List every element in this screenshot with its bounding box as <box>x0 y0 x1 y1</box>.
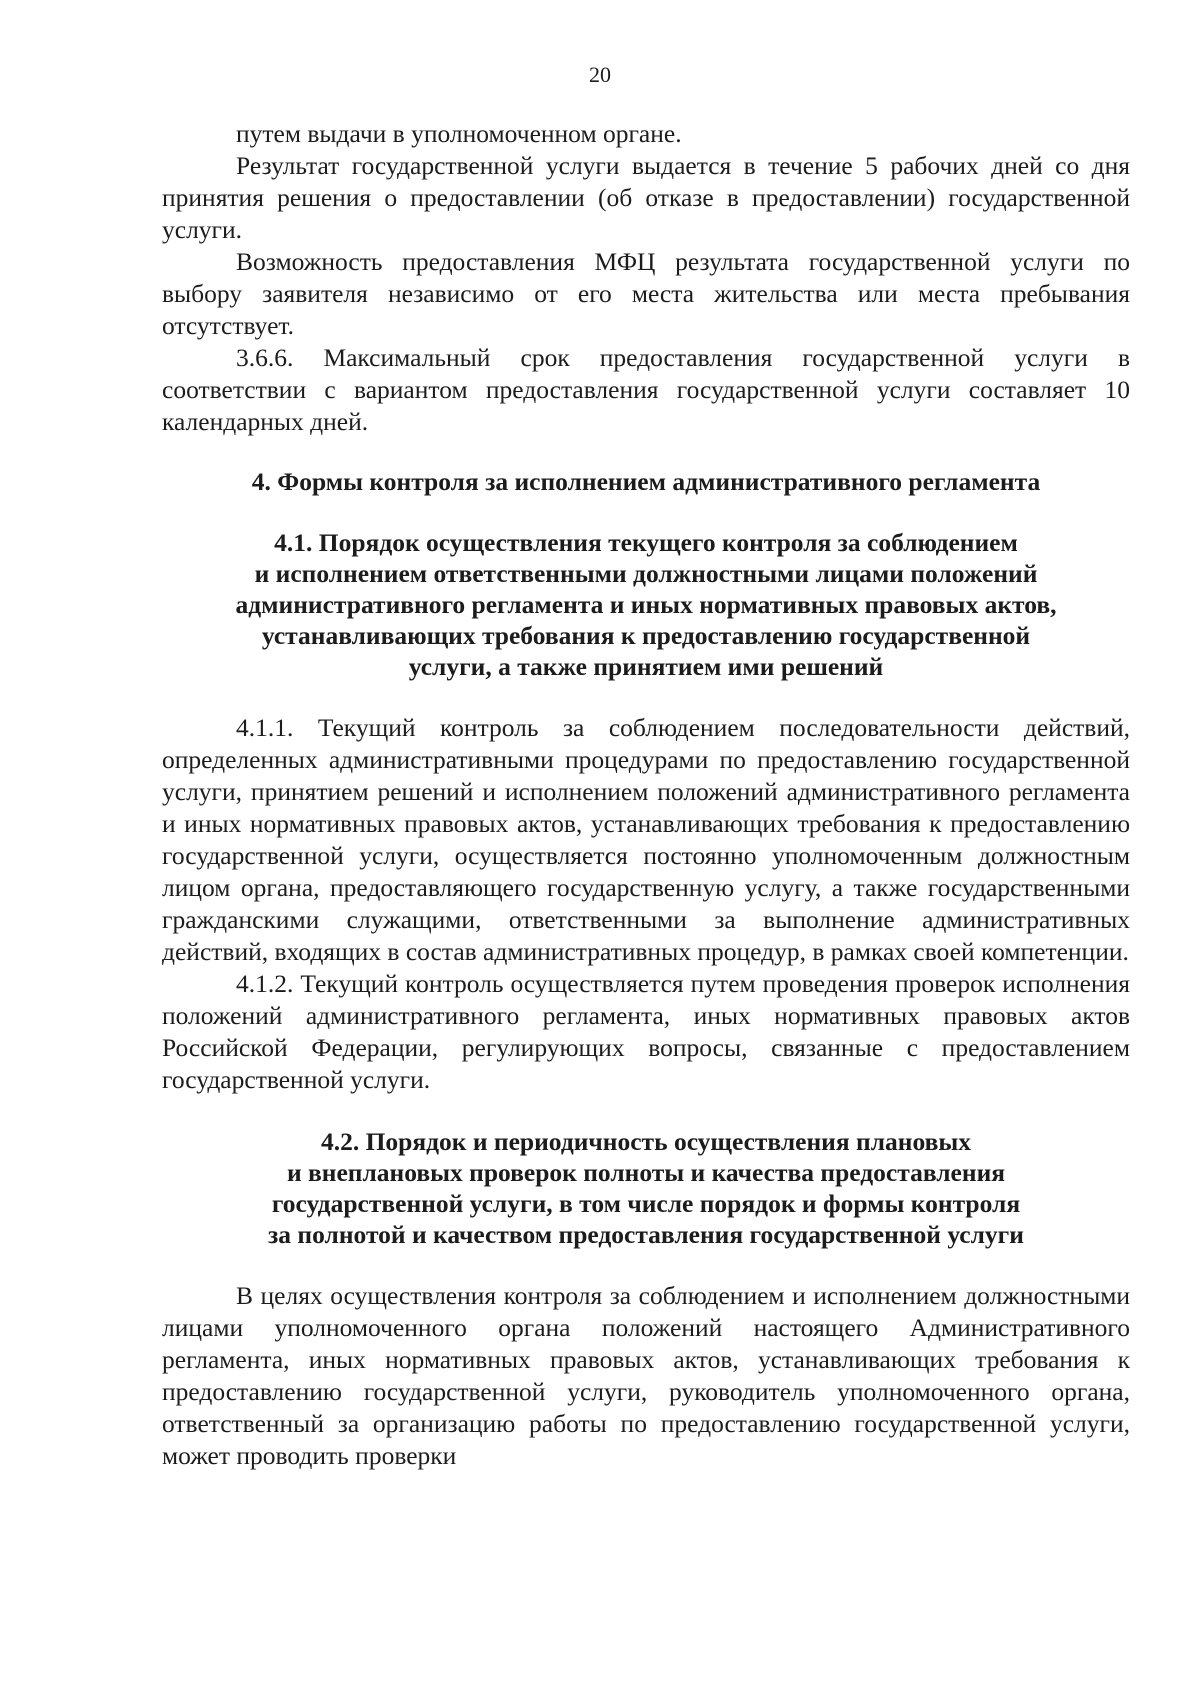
paragraph-mfc-availability: Возможность предоставления МФЦ результата государственной услуги по выбору заявителя независимо от его места жительства или места пребывания отсутствует. <box>162 247 1130 340</box>
paragraph-4-1-1: 4.1.1. Текущий контроль за соблюдением последовательности действий, определенных административными процедурами по предоставлению государственной услуги, принятием решений и исполнением положений административного регламента и иных нормативных правовых актов, устанавливающих требования к предоставлению государственной услуги, осуществляется постоянно уполномоченным должностным лицом органа, предоставляющего государственную услугу, а также государственными гражданскими служащими, ответственными за выполнение административных действий, входящих в состав административных процедур, в рамках своей компетенции. <box>162 713 1130 966</box>
page-number: 20 <box>589 62 611 87</box>
heading-line: 4.1. Порядок осуществления текущего контроля за соблюдением <box>274 528 1018 557</box>
heading-line: 4.2. Порядок и периодичность осуществления плановых <box>320 1127 972 1156</box>
heading-line: за полнотой и качеством предоставления государственной услуги <box>268 1220 1024 1249</box>
heading-line: устанавливающих требования к предоставлению государственной <box>261 621 1031 650</box>
subsection-heading-4-1 <box>162 527 1130 682</box>
heading-line: административного регламента и иных нормативных правовых актов, <box>235 590 1057 619</box>
paragraph-4-2-intro: В целях осуществления контроля за соблюдением и исполнением должностными лицами уполномоченного органа положений настоящего Административного регламента, иных нормативных правовых актов, устанавливающих требования к предоставлению государственной услуги, руководитель уполномоченного органа, ответственный за организацию работы по предоставлению государственной услуги, может проводить проверки <box>162 1281 1130 1470</box>
heading-line: услуги, а также принятием ими решений <box>408 652 884 681</box>
heading-line: государственной услуги, в том числе порядок и формы контроля <box>271 1189 1021 1218</box>
paragraph-3-6-6: 3.6.6. Максимальный срок предоставления государственной услуги в соответствии с вариантом предоставления государственной услуги составляет 10 календарных дней. <box>162 343 1130 436</box>
subsection-heading-4-2 <box>162 1126 1130 1250</box>
paragraph-continuation: путем выдачи в уполномоченном органе. <box>236 119 682 148</box>
paragraph-4-1-2: 4.1.2. Текущий контроль осуществляется путем проведения проверок исполнения положений административного регламента, иных нормативных правовых актов Российской Федерации, регулирующих вопросы, связанные с предоставлением государственной услуги. <box>162 969 1130 1094</box>
section-heading-4: 4. Формы контроля за исполнением административного регламента <box>251 467 1041 496</box>
paragraph-result-timing: Результат государственной услуги выдается в течение 5 рабочих дней со дня принятия решения о предоставлении (об отказе в предоставлении) государственной услуги. <box>162 151 1130 244</box>
heading-line: и исполнением ответственными должностными лицами положений <box>254 559 1038 588</box>
document-body <box>162 118 1130 1472</box>
heading-line: и внеплановых проверок полноты и качества предоставления <box>286 1158 1006 1187</box>
